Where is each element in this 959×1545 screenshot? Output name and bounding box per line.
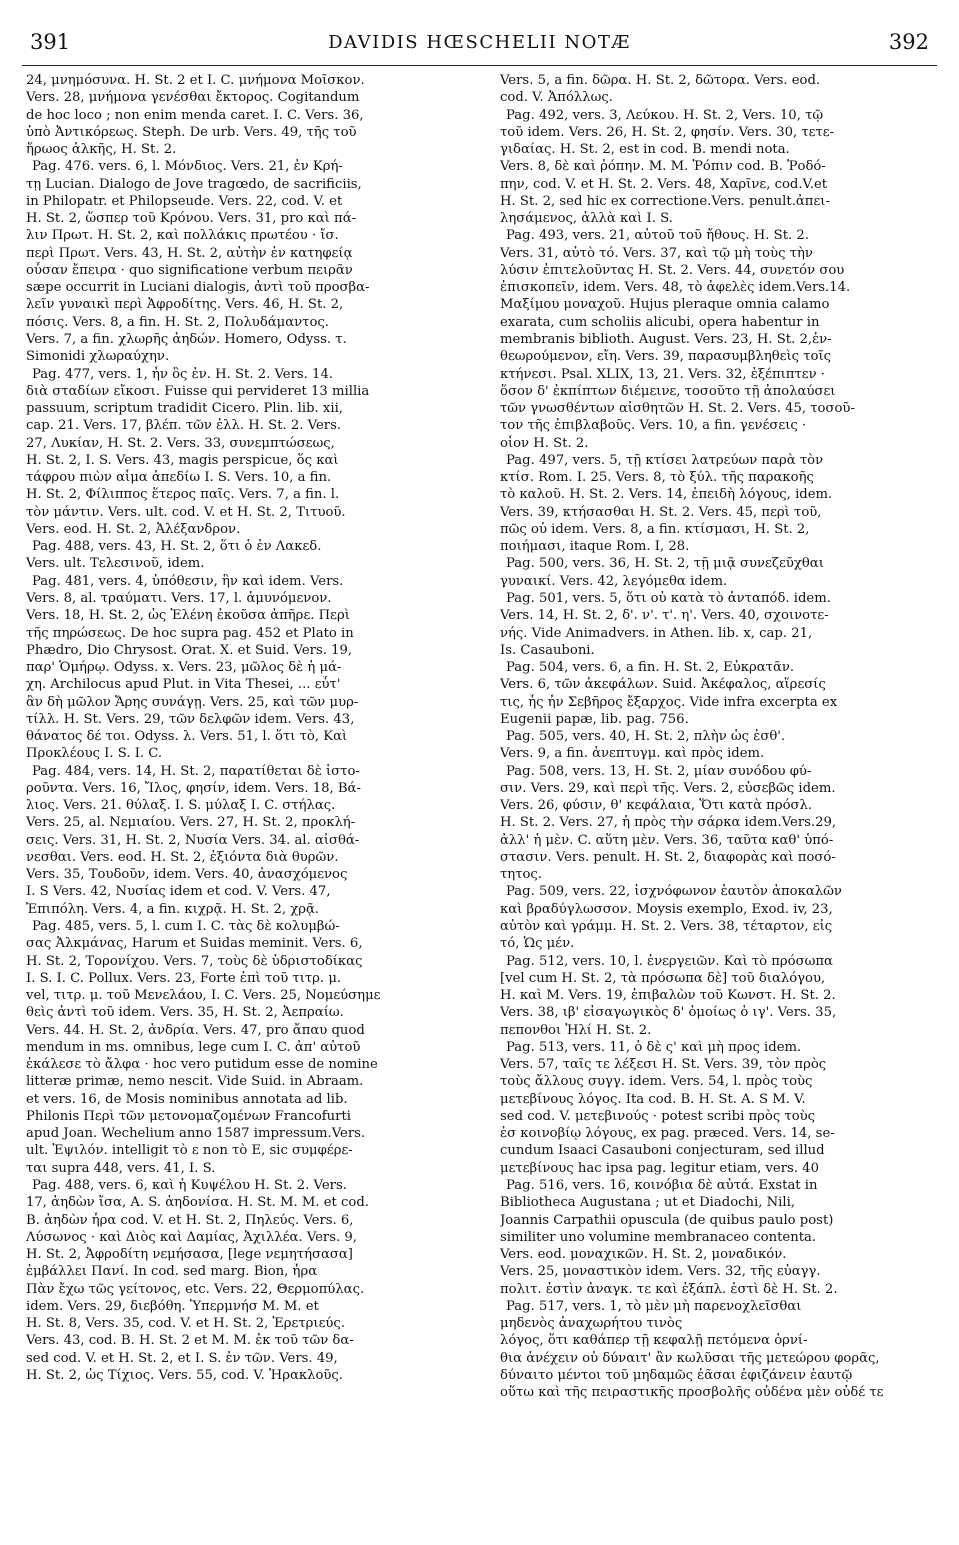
text-line: Ἐπιπόλη. Vers. 4, a fin. κιχρᾷ. H. St. 2, χρᾷ. bbox=[26, 901, 320, 917]
text-line: νεσθαι. Vers. eod. H. St. 2, ἐξιόντα διὰ θυρῶν. bbox=[26, 849, 339, 865]
text-line: τῶν γνωσθέντων αἰσθητῶν H. St. 2. Vers. 45, τοσοῦ- bbox=[500, 401, 855, 417]
text-line: πῶς οὐ idem. Vers. 8, a fin. κτίσμασι, H. St. 2, bbox=[500, 521, 810, 537]
text-line: sæpe occurrit in Luciani dialogis, ἀντὶ τοῦ προσβα- bbox=[26, 280, 370, 296]
text-line: θεωρούμενον, εἴη. Vers. 39, παρασυμβληθεὶς τοῖς bbox=[500, 349, 832, 365]
text-line: Vers. 8, δὲ καὶ ῥόπην. M. M. Ῥόπιν cod. B. Ῥοδό- bbox=[500, 159, 826, 175]
text-line: H. St. 2, Τορονίχου. Vers. 7, τοὺς δὲ ὑδριστοδίκας bbox=[26, 953, 363, 969]
text-line: Simonidi χλωραύχην. bbox=[26, 349, 170, 365]
text-line: Vers. ult. Τελεσινοῦ, idem. bbox=[26, 556, 205, 572]
text-line: τὸν μάντιν. Vers. ult. cod. V. et H. St. 2, Τιτυοῦ. bbox=[26, 504, 346, 520]
text-line: κτίσ. Rom. I. 25. Vers. 8, τὸ ξύλ. τῆς παρακοῆς bbox=[500, 470, 814, 486]
text-line: Vers. 38, ιβ' εἰσαγωγικὸς δ' ὁμοίως ὁ ιγ'. Vers. 35, bbox=[500, 1005, 837, 1021]
text-line: Vers. 26, φύσιν, θ' κεφάλαια, Ὅτι κατὰ πρόσλ. bbox=[500, 798, 813, 814]
text-line: Λύσωνος · καὶ Διὸς καὶ Δαμίας, Ἀχιλλέα. Vers. 9, bbox=[26, 1229, 357, 1245]
text-line: σιν. Vers. 29, καὶ περὶ τῆς. Vers. 2, εὐσεβῶς idem. bbox=[500, 780, 836, 796]
text-line: [vel cum H. St. 2, τὰ πρόσωπα δὲ] τοῦ διαλόγου, bbox=[500, 970, 826, 986]
text-line: τοὺς ἄλλους συγγ. idem. Vers. 54, l. πρὸς τοὺς bbox=[500, 1074, 813, 1090]
text-line: θάνατος δέ τοι. Odyss. λ. Vers. 51, l. ὅτι τὸ, Καὶ bbox=[26, 729, 348, 745]
text-line: στασιν. Vers. penult. H. St. 2, διαφορὰς καὶ ποσό- bbox=[500, 849, 836, 865]
text-line: τον τῆς ἐπιβλαβοῦς. Vers. 10, a fin. γενέσεις · bbox=[500, 418, 807, 434]
text-line: Pag. 505, vers. 40, H. St. 2, πλὴν ὡς ἐσθ'. bbox=[506, 729, 786, 745]
text-line: ται supra 448, vers. 41, I. S. bbox=[26, 1160, 216, 1176]
text-line: ροῦντα. Vers. 16, Ἴλος, φησίν, idem. Vers. 18, Βά- bbox=[26, 780, 361, 796]
text-line: Vers. 28, μνήμονα γενέσθαι ἔκτορος. Cogitandum bbox=[26, 90, 360, 106]
text-line: 27, Λυκίαν, H. St. 2. Vers. 33, συνεμπτώσεως, bbox=[26, 435, 335, 451]
text-line: Joannis Carpathii opuscula (de quibus paulo post) bbox=[500, 1212, 834, 1228]
text-line: Bibliotheca Augustana ; ut et Diadochi, Nili, bbox=[500, 1195, 796, 1211]
text-line: λύσιν ἐπιτελοῦντας H. St. 2. Vers. 44, συνετόν σου bbox=[500, 262, 845, 278]
text-line: Vers. 44. H. St. 2, ἀνδρία. Vers. 47, pro ἄπαυ quod bbox=[26, 1022, 365, 1038]
text-line: H. καὶ M. Vers. 19, ἐπιβαλὼν τοῦ Κωνστ. H. St. 2. bbox=[500, 988, 836, 1004]
left-page-number: 391 bbox=[30, 30, 71, 54]
text-line: λησάμενος, ἀλλὰ καὶ I. S. bbox=[500, 211, 673, 227]
text-line: ult. Ἐψιλόν. intelligit τὸ ε non τὸ Ε, sic συμφέρε- bbox=[26, 1143, 353, 1159]
text-line: ἐμβάλλει Πανί. In cod. sed marg. Bion, ἦρα bbox=[26, 1264, 318, 1280]
text-line: Vers. 25, al. Νεμιαίου. Vers. 27, H. St. 2, προκλή- bbox=[26, 815, 356, 831]
text-line: H. St. 2, ὥσπερ τοῦ Κρόνου. Vers. 31, pro καὶ πά- bbox=[26, 211, 357, 227]
text-line: similiter uno volumine membranaceo contenta. bbox=[500, 1229, 817, 1245]
text-line: H. St. 2, sed hic ex correctione.Vers. penult.ἀπει- bbox=[500, 193, 830, 209]
text-line: πην, cod. V. et H. St. 2. Vers. 48, Χαρῖνε, cod.V.et bbox=[500, 176, 828, 192]
text-line: ὑπὸ Ἀντικόρεως. Steph. De urb. Vers. 49, τῆς τοῦ bbox=[26, 124, 357, 140]
text-line: exarata, cum scholiis alicubi, opera habentur in bbox=[500, 314, 820, 330]
text-line: τό, Ὡς μέν. bbox=[500, 936, 575, 952]
text-line: H. St. 2. Vers. 27, ἡ πρὸς τὴν σάρκα idem.Vers.29, bbox=[500, 815, 837, 831]
text-line: λιν Πρωτ. H. St. 2, καὶ πολλάκις πρωτέου · ἴσ. bbox=[26, 228, 339, 244]
text-line: sed cod. V. μετεβινούς · potest scribi πρὸς τοὺς bbox=[500, 1108, 816, 1124]
text-line: Μαξίμου μοναχοῦ. Hujus pleraque omnia calamo bbox=[500, 297, 830, 313]
text-line: πεπονθοι Ἡλί H. St. 2. bbox=[500, 1022, 652, 1038]
text-line: H. St. 2, Φίλιππος ἕτερος παῖς. Vers. 7, a fin. l. bbox=[26, 487, 340, 503]
text-line: νής. Vide Animadvers. in Athen. lib. x, cap. 21, bbox=[500, 625, 813, 641]
text-line: χη. Archilocus apud Plut. in Vita Thesei, ... εὖτ' bbox=[26, 677, 341, 693]
text-line: Phædro, Dio Chrysost. Orat. X. et Suid. Vers. 19, bbox=[26, 642, 353, 658]
text-line: λεῖν γυναικὶ περὶ Ἀφροδίτης. Vers. 46, H. St. 2, bbox=[26, 297, 344, 313]
text-line: Pag. 484, vers. 14, H. St. 2, παρατίθεται δὲ ἱστο- bbox=[32, 763, 360, 779]
text-line: vel, τιτρ. μ. τοῦ Μενελάου, I. C. Vers. 25, Νομεύσημε bbox=[26, 988, 381, 1004]
text-line: Pag. 488, vers. 6, καὶ ἡ Κυψέλου H. St. 2. Vers. bbox=[32, 1178, 347, 1193]
text-line: Philonis Περὶ τῶν μετονομαζομένων Francofurti bbox=[26, 1108, 351, 1124]
text-line: ἂν δὴ μῶλον Ἄρης συνάγῃ. Vers. 25, καὶ τῶν μυρ- bbox=[26, 694, 359, 710]
text-line: H. St. 2, Ἀφροδίτη νεμήσασα, [lege νεμητήσασα] bbox=[26, 1247, 353, 1263]
text-line: διὰ σταδίων εἴκοσι. Fuisse qui pervideret 13 millia bbox=[26, 383, 370, 399]
text-line: οὕτω καὶ τῆς πειραστικῆς προσβολῆς οὐδένα μὲν οὐδέ τε bbox=[500, 1385, 884, 1401]
text-line: de hoc loco ; non enim menda caret. I. C. Vers. 36, bbox=[26, 107, 364, 123]
text-line: ἐσ κοινοβίῳ λόγους, ex pag. præced. Vers. 14, se- bbox=[500, 1126, 835, 1142]
text-line: γιδαίας. H. St. 2, est in cod. B. mendi nota. bbox=[500, 142, 790, 158]
right-page-number: 392 bbox=[888, 30, 929, 54]
text-line: Vers. eod. H. St. 2, Ἀλέξανδρον. bbox=[26, 521, 241, 537]
text-line: πόσις. Vers. 8, a fin. H. St. 2, Πολυδάμαντος. bbox=[26, 314, 329, 330]
text-line: γυναικί. Vers. 42, λεγόμεθα idem. bbox=[500, 573, 728, 589]
text-line: Pag. 509, vers. 22, ἰσχνόφωνον ἑαυτὸν ἀποκαλῶν bbox=[506, 884, 842, 900]
text-line: Πὰν ἔχω τῶς γείτονος, etc. Vers. 22, Θερμοπύλας. bbox=[26, 1281, 365, 1297]
text-line: Vers. eod. μοναχικῶν. H. St. 2, μοναδικόν. bbox=[500, 1247, 787, 1263]
text-line: Pag. 500, vers. 36, H. St. 2, τῇ μιᾷ συνεζεῦχθαι bbox=[506, 556, 824, 572]
text-line: τῃ Lucian. Dialogo de Jove tragœdo, de sacrificiis, bbox=[26, 176, 362, 192]
text-line: Vers. 43, cod. B. H. St. 2 et M. M. ἐκ τοῦ τῶν δα- bbox=[26, 1333, 354, 1349]
text-line: Vers. 39, κτήσασθαι H. St. 2. Vers. 45, περὶ τοῦ, bbox=[500, 504, 822, 520]
text-line: Eugenii papæ, lib. pag. 756. bbox=[500, 711, 689, 727]
text-line: παρ' Ὁμήρῳ. Odyss. x. Vers. 23, μῶλος δὲ ἡ μά- bbox=[26, 660, 342, 676]
text-line: Is. Casauboni. bbox=[500, 642, 595, 658]
page-header bbox=[22, 30, 937, 60]
text-line: Pag. 485, vers. 5, l. cum I. C. τὰς δὲ κολυμβώ- bbox=[32, 919, 340, 935]
text-line: Vers. 31, αὐτὸ τό. Vers. 37, καὶ τῷ μὴ τοὺς τὴν bbox=[500, 245, 813, 261]
text-line: Προκλέους I. S. I. C. bbox=[26, 746, 163, 762]
text-line: μετεβίνους λόγος. Ita cod. B. H. St. A. S M. V. bbox=[500, 1091, 806, 1107]
text-line: τις, ἧς ἦν Σεβῆρος ἔξαρχος. Vide infra excerpta ex bbox=[500, 694, 838, 710]
text-line: Pag. 481, vers. 4, ὑπόθεσιν, ἣν καὶ idem. Vers. bbox=[32, 573, 344, 589]
text-line: 17, ἀηδὼν ἴσα, A. S. ἀηδονίσα. H. St. M. M. et cod. bbox=[26, 1195, 369, 1211]
header-rule bbox=[22, 65, 937, 66]
text-line: Pag. 493, vers. 21, αὐτοῦ τοῦ ἤθους. H. St. 2. bbox=[506, 228, 809, 244]
text-line: sed cod. V. et H. St. 2, et I. S. ἐν τῶν. Vers. 49, bbox=[26, 1350, 338, 1366]
text-line: Vers. 57, ταῖς τε λέξεσι H. St. Vers. 39, τὸν πρὸς bbox=[500, 1057, 827, 1073]
text-line: Pag. 488, vers. 43, H. St. 2, ὅτι ὁ ἐν Λακεδ. bbox=[32, 539, 322, 555]
text-line: λιος. Vers. 21. θύλαξ. I. S. μύλαξ I. C. στήλας. bbox=[26, 798, 336, 814]
text-line: Pag. 512, vers. 10, l. ἐνεργειῶν. Καὶ τὸ πρόσωπα bbox=[506, 953, 833, 969]
text-line: λόγος, ὅτι καθάπερ τῇ κεφαλῇ πετόμενα ὀρνί- bbox=[500, 1333, 808, 1349]
text-line: κτήνεσι. Psal. XLIX, 13, 21. Vers. 32, ἐξέπιπτεν · bbox=[500, 366, 825, 382]
text-line: τάφρου πιὼν αἷμα ἀπεδίω I. S. Vers. 10, a fin. bbox=[26, 470, 332, 486]
text-line: ὅσον δ' ἐκπίπτων διέμεινε, τοσοῦτο τῇ ἀπολαύσει bbox=[500, 383, 836, 399]
text-line: σας Ἀλκμάνας, Harum et Suidas meminit. Vers. 6, bbox=[26, 936, 363, 952]
text-line: Vers. 14, H. St. 2, δ'. ν'. τ'. η'. Vers. 40, σχοινοτε- bbox=[500, 608, 829, 624]
text-line: ἐπισκοπεῖν, idem. Vers. 48, τὸ ἀφελὲς idem.Vers.14. bbox=[500, 280, 851, 296]
text-line: 24, μνημόσυνα. H. St. 2 et I. C. μνήμονα Mοῖσκον. bbox=[26, 73, 365, 88]
text-line: in Philopatr. et Philopseude. Vers. 22, cod. V. et bbox=[26, 193, 343, 209]
left-column bbox=[26, 72, 456, 1384]
text-line: καὶ βραδύγλωσσον. Moysis exemplo, Exod. iv, 23, bbox=[500, 901, 833, 917]
text-line: τίλλ. H. St. Vers. 29, τῶν δελφῶν idem. Vers. 43, bbox=[26, 711, 355, 727]
text-line: I. S Vers. 42, Νυσίας idem et cod. V. Vers. 47, bbox=[26, 884, 331, 900]
text-line: Pag. 501, vers. 5, ὅτι οὐ κατὰ τὸ ἀνταπόδ. idem. bbox=[506, 590, 831, 606]
text-line: mendum in ms. omnibus, lege cum I. C. ἀπ' αὐτοῦ bbox=[26, 1039, 361, 1055]
text-line: Pag. 504, vers. 6, a fin. H. St. 2, Εὐκρατᾶν. bbox=[506, 660, 795, 676]
text-line: Vers. 9, a fin. ἀνεπτυγμ. καὶ πρὸς idem. bbox=[500, 746, 765, 762]
text-line: cundum Isaaci Casauboni conjecturam, sed illud bbox=[500, 1143, 825, 1159]
text-line: apud Joan. Wechelium anno 1587 impressum.Vers. bbox=[26, 1126, 366, 1142]
text-line: cod. V. Ἀπόλλως. bbox=[500, 90, 613, 106]
text-line: τὸ καλοῦ. H. St. 2. Vers. 14, ἐπειδὴ λόγους, idem. bbox=[500, 487, 833, 503]
text-line: Vers. 5, a fin. δῶρα. H. St. 2, δῶτορα. Vers. eod. bbox=[500, 73, 821, 88]
text-line: αὐτὸν καὶ γράμμ. H. St. 2. Vers. 38, τέταρτον, εἰς bbox=[500, 919, 833, 935]
text-line: Vers. 35, Τουδοῦν, idem. Vers. 40, ἀνασχόμενος bbox=[26, 867, 348, 883]
text-line: H. St. 8, Vers. 35, cod. V. et H. St. 2, Ἐρετριεύς. bbox=[26, 1316, 346, 1332]
text-line: Pag. 492, vers. 3, Λεύκου. H. St. 2, Vers. 10, τῷ bbox=[506, 107, 824, 123]
text-line: Vers. 7, a fin. χλωρῆς ἀηδών. Homero, Odyss. τ. bbox=[26, 331, 347, 347]
text-line: σεις. Vers. 31, H. St. 2, Νυσία Vers. 34. al. αἰσθά- bbox=[26, 832, 360, 848]
text-line: Pag. 516, vers. 16, κοινόβια δὲ αὐτά. Exstat in bbox=[506, 1178, 818, 1193]
text-line: δύναιτο μέντοι τοῦ μηδαμῶς ἐᾶσαι ἐφιζάνειν ἑαυτῷ bbox=[500, 1367, 853, 1383]
text-line: ἥρωος ἀλκῆς, H. St. 2. bbox=[26, 142, 177, 158]
running-title: DAVIDIS HŒSCHELII NOTÆ bbox=[328, 32, 631, 53]
text-line: οὖσαν ἔπειρα · quo significatione verbum πειρᾶν bbox=[26, 262, 353, 278]
text-line: περὶ Πρωτ. Vers. 43, H. St. 2, αὐτὴν ἐν κατηφείᾳ bbox=[26, 245, 353, 261]
text-line: Pag. 508, vers. 13, H. St. 2, μίαν συνόδου φύ- bbox=[506, 763, 812, 779]
text-line: passuum, scriptum tradidit Cicero. Plin. lib. xii, bbox=[26, 401, 344, 417]
text-line: cap. 21. Vers. 17, βλέπ. τῶν ἐλλ. H. St. 2. Vers. bbox=[26, 418, 342, 434]
text-line: θια ἀνέχειν οὐ δύναιτ' ἂν κωλῦσαι τῆς μετεώρου φορᾶς, bbox=[500, 1350, 880, 1366]
text-line: οἷον H. St. 2. bbox=[500, 435, 589, 451]
text-line: θεὶς ἀντὶ τοῦ idem. Vers. 35, H. St. 2, Ἀεπραίω. bbox=[26, 1005, 344, 1021]
text-line: Pag. 513, vers. 11, ὁ δὲ ς' καὶ μὴ προς idem. bbox=[506, 1039, 802, 1055]
text-line: ποιήμασι, itaque Rom. I, 28. bbox=[500, 539, 690, 555]
text-line: Pag. 497, vers. 5, τῇ κτίσει λατρεύων παρὰ τὸν bbox=[506, 452, 824, 468]
text-line: Vers. 18, H. St. 2, ὡς Ἑλένη ἑκοῦσα ἀπῆρε. Περὶ bbox=[26, 608, 350, 624]
text-line: Pag. 517, vers. 1, τὸ μὲν μὴ παρενοχλεῖσθαι bbox=[506, 1298, 802, 1314]
text-line: idem. Vers. 29, διεβόθη. Ὑπερμνήσ M. M. et bbox=[26, 1298, 319, 1314]
text-line: litteræ primæ, nemo nescit. Vide Suid. in Abraam. bbox=[26, 1074, 364, 1090]
text-line: Pag. 477, vers. 1, ἦν ὃς ἐν. H. St. 2. Vers. 14. bbox=[32, 366, 334, 382]
right-column bbox=[500, 72, 930, 1401]
text-line: μετεβίνους hac ipsa pag. legitur etiam, vers. 40 bbox=[500, 1160, 819, 1176]
text-line: Vers. 8, al. τραύματι. Vers. 17, l. ἀμυνόμενον. bbox=[26, 590, 332, 606]
text-line: I. S. I. C. Pollux. Vers. 23, Forte ἐπὶ τοῦ τιτρ. μ. bbox=[26, 970, 342, 986]
text-line: μηδενὸς ἀναχωρήτου τινὸς bbox=[500, 1316, 683, 1332]
text-line: Pag. 476. vers. 6, l. Μόνδιος. Vers. 21, ἐν Κρή- bbox=[32, 159, 343, 175]
text-line: ἐκάλεσε τὸ ἄλφα · hoc vero putidum esse de nomine bbox=[26, 1057, 378, 1073]
text-line: ἀλλ' ἡ μὲν. C. αὕτη μὲν. Vers. 36, ταῦτα καθ' ὑπό- bbox=[500, 832, 834, 848]
text-line: Vers. 25, μοναστικὸν idem. Vers. 32, τῆς εὐαγγ. bbox=[500, 1264, 821, 1280]
text-line: Vers. 6, τῶν ἀκεφάλων. Suid. Ἀκέφαλος, αἵρεσίς bbox=[500, 677, 826, 693]
text-line: H. St. 2, ὡς Τίχιος. Vers. 55, cod. V. Ἠρακλοῦς. bbox=[26, 1367, 343, 1383]
text-line: τητος. bbox=[500, 867, 543, 883]
text-line: membranis biblioth. August. Vers. 23, H. St. 2,ἐν- bbox=[500, 331, 832, 347]
text-line: H. St. 2, I. S. Vers. 43, magis perspicue, ὅς καὶ bbox=[26, 452, 339, 468]
text-line: B. ἀηδὼν ἦρα cod. V. et H. St. 2, Πηλεύς. Vers. 6, bbox=[26, 1212, 354, 1228]
text-line: πολιτ. ἐστὶν ἀναγκ. τε καὶ ἐξάπλ. ἐστὶ δὲ H. St. 2. bbox=[500, 1281, 838, 1297]
text-line: τῆς πηρώσεως. De hoc supra pag. 452 et Plato in bbox=[26, 625, 354, 641]
text-line: et vers. 16, de Mosis nominibus annotata ad lib. bbox=[26, 1091, 348, 1107]
text-line: τοῦ idem. Vers. 26, H. St. 2, φησίν. Vers. 30, τετε- bbox=[500, 124, 835, 140]
